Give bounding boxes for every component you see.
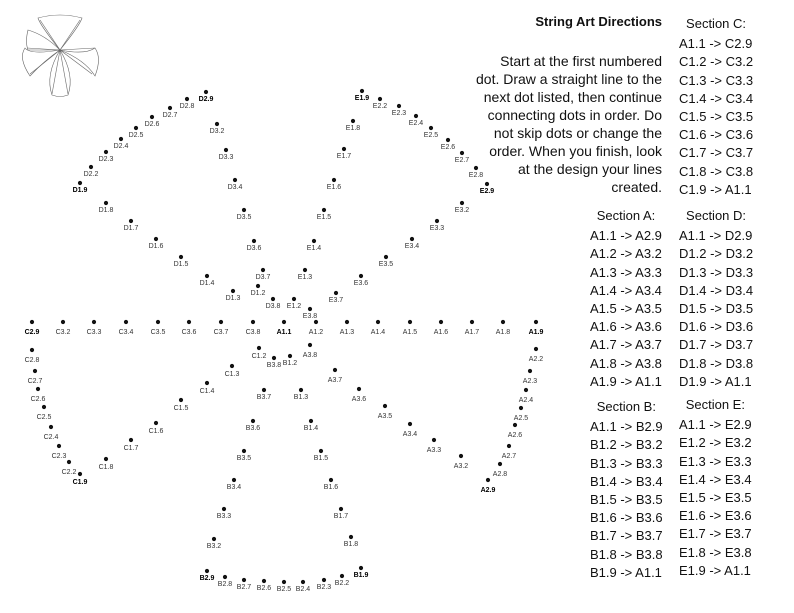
dot-label-c2-2: C2.2 (61, 469, 77, 476)
dot-label-e2-6: E2.6 (440, 144, 456, 151)
dot-a1-3 (345, 320, 349, 324)
dot-label-b2-4: B2.4 (295, 586, 311, 593)
dot-label-e3-8: E3.8 (302, 313, 318, 320)
section-a-step: A1.8 -> A3.8 (590, 355, 662, 371)
dot-e2-4 (414, 114, 418, 118)
dot-b3-3 (222, 507, 226, 511)
section-c-step: C1.8 -> C3.8 (679, 163, 754, 179)
dot-b2-2 (340, 574, 344, 578)
dot-d3-8 (271, 297, 275, 301)
dot-label-a1-3: A1.3 (339, 329, 355, 336)
dot-c2-4 (49, 425, 53, 429)
dot-label-d3-4: D3.4 (227, 184, 243, 191)
dot-label-b3-8: B3.8 (266, 362, 282, 369)
dot-b1-2 (288, 354, 292, 358)
dot-a2-3 (528, 369, 532, 373)
dot-c2-7 (33, 369, 37, 373)
dot-c2-9 (30, 320, 34, 324)
dot-a1-4 (376, 320, 380, 324)
dot-b1-6 (329, 478, 333, 482)
dot-label-d1-3: D1.3 (225, 295, 241, 302)
dot-label-b1-4: B1.4 (303, 425, 319, 432)
dot-c1-4 (205, 381, 209, 385)
dot-d3-7 (261, 268, 265, 272)
dot-label-a1-9: A1.9 (528, 329, 544, 336)
dot-label-e2-8: E2.8 (468, 172, 484, 179)
dot-label-c2-8: C2.8 (24, 357, 40, 364)
section-a-step: A1.4 -> A3.4 (590, 282, 662, 298)
dot-e1-2 (292, 297, 296, 301)
section-b-step: A1.1 -> B2.9 (590, 419, 663, 435)
instructions-text: Start at the first numbered dot. Draw a straight line to the next dot listed, then continue connecting dots in order. Do not skip dots or change the order. When you finish, look at the design your lines created. (476, 53, 662, 195)
section-a-title: Section A: (596, 208, 656, 223)
section-a-step: A1.5 -> A3.5 (590, 301, 662, 317)
dot-c3-8 (251, 320, 255, 324)
section-c-step: C1.4 -> C3.4 (679, 90, 754, 106)
dot-label-b2-7: B2.7 (236, 584, 252, 591)
dot-label-c2-3: C2.3 (51, 453, 67, 460)
dot-d2-6 (150, 115, 154, 119)
dot-e3-2 (460, 201, 464, 205)
dot-label-a1-5: A1.5 (402, 329, 418, 336)
dot-label-c2-5: C2.5 (36, 414, 52, 421)
dot-label-c3-8: C3.8 (245, 329, 261, 336)
section-b-step: B1.6 -> B3.6 (590, 510, 663, 526)
section-a-step: A1.6 -> A3.6 (590, 319, 662, 335)
section-c-step: C1.7 -> C3.7 (679, 145, 754, 161)
dot-label-a2-7: A2.7 (501, 453, 517, 460)
dot-label-c2-6: C2.6 (30, 396, 46, 403)
section-b-step: B1.9 -> A1.1 (590, 564, 662, 580)
dot-b2-5 (282, 580, 286, 584)
dot-label-b2-9: B2.9 (199, 575, 215, 582)
dot-label-d3-3: D3.3 (218, 154, 234, 161)
dot-label-e2-4: E2.4 (408, 120, 424, 127)
dot-label-d2-6: D2.6 (144, 121, 160, 128)
dot-c2-5 (42, 405, 46, 409)
dot-label-c1-6: C1.6 (148, 428, 164, 435)
dot-label-d2-8: D2.8 (179, 103, 195, 110)
dot-label-a2-8: A2.8 (492, 471, 508, 478)
dot-label-a3-4: A3.4 (402, 431, 418, 438)
section-c-title: Section C: (686, 16, 747, 31)
dot-label-a1-2: A1.2 (308, 329, 324, 336)
dot-label-a2-9: A2.9 (480, 487, 496, 494)
dot-label-b3-4: B3.4 (226, 484, 242, 491)
dot-label-a3-2: A3.2 (453, 463, 469, 470)
dot-label-e1-3: E1.3 (297, 274, 313, 281)
dot-d2-8 (185, 97, 189, 101)
dot-label-e3-5: E3.5 (378, 261, 394, 268)
dot-label-c3-4: C3.4 (118, 329, 134, 336)
dot-b3-2 (212, 537, 216, 541)
dot-c1-5 (179, 398, 183, 402)
dot-b2-8 (223, 575, 227, 579)
section-e-step: E1.4 -> E3.4 (679, 471, 752, 487)
dot-a2-8 (498, 462, 502, 466)
section-a-step: A1.2 -> A3.2 (590, 246, 662, 262)
section-e-step: E1.7 -> E3.7 (679, 526, 752, 542)
dot-label-c1-5: C1.5 (173, 405, 189, 412)
dot-label-b3-3: B3.3 (216, 513, 232, 520)
dot-d1-7 (129, 219, 133, 223)
section-e-step: E1.9 -> A1.1 (679, 562, 751, 578)
dot-label-b1-3: B1.3 (293, 394, 309, 401)
dot-d1-8 (104, 201, 108, 205)
dot-label-d2-4: D2.4 (113, 143, 129, 150)
dot-c1-3 (230, 364, 234, 368)
dot-e3-8 (308, 307, 312, 311)
dot-label-c3-7: C3.7 (213, 329, 229, 336)
section-a-step: A1.1 -> A2.9 (590, 228, 662, 244)
dot-d2-3 (104, 150, 108, 154)
section-d-step: D1.4 -> D3.4 (679, 282, 754, 298)
dot-e3-3 (435, 219, 439, 223)
section-b-step: B1.5 -> B3.5 (590, 492, 663, 508)
dot-label-b2-3: B2.3 (316, 584, 332, 591)
dot-label-a2-4: A2.4 (518, 397, 534, 404)
dot-label-d3-6: D3.6 (246, 245, 262, 252)
dot-label-b3-2: B3.2 (206, 543, 222, 550)
dot-label-e1-8: E1.8 (345, 125, 361, 132)
dot-label-b2-8: B2.8 (217, 581, 233, 588)
section-e-step: E1.2 -> E3.2 (679, 435, 752, 451)
dot-c3-2 (61, 320, 65, 324)
section-d-step: A1.1 -> D2.9 (679, 228, 753, 244)
dot-label-e1-9: E1.9 (354, 95, 370, 102)
dot-b1-5 (319, 449, 323, 453)
dot-label-c3-6: C3.6 (181, 329, 197, 336)
dot-b2-6 (262, 579, 266, 583)
dot-label-d1-7: D1.7 (123, 225, 139, 232)
dot-label-e2-7: E2.7 (454, 157, 470, 164)
dot-label-e3-2: E3.2 (454, 207, 470, 214)
section-e-step: E1.3 -> E3.3 (679, 453, 752, 469)
dot-e1-4 (312, 239, 316, 243)
dot-label-b1-8: B1.8 (343, 541, 359, 548)
dot-label-d3-7: D3.7 (255, 274, 271, 281)
dot-b3-6 (251, 419, 255, 423)
dot-label-a2-2: A2.2 (528, 356, 544, 363)
section-c-step: C1.9 -> A1.1 (679, 181, 752, 197)
section-e-step: E1.8 -> E3.8 (679, 544, 752, 560)
dot-a3-8 (308, 343, 312, 347)
dot-d3-3 (224, 148, 228, 152)
dot-a2-5 (519, 406, 523, 410)
section-d-step: D1.2 -> D3.2 (679, 246, 754, 262)
dot-b2-7 (242, 578, 246, 582)
section-d-step: D1.6 -> D3.6 (679, 319, 754, 335)
dot-label-d1-9: D1.9 (72, 187, 88, 194)
dot-c1-2 (257, 346, 261, 350)
dot-d1-4 (205, 274, 209, 278)
section-b-step: B1.3 -> B3.3 (590, 455, 663, 471)
dot-a1-8 (501, 320, 505, 324)
dot-a3-5 (383, 404, 387, 408)
dot-label-c2-4: C2.4 (43, 434, 59, 441)
dot-d2-7 (168, 106, 172, 110)
dot-label-b3-5: B3.5 (236, 455, 252, 462)
dot-e2-3 (397, 104, 401, 108)
dot-b2-9 (205, 569, 209, 573)
section-e-step: E1.5 -> E3.5 (679, 490, 752, 506)
dot-a3-2 (459, 454, 463, 458)
dot-a3-6 (357, 387, 361, 391)
dot-e3-7 (334, 291, 338, 295)
dot-a2-4 (524, 388, 528, 392)
dot-d1-3 (231, 289, 235, 293)
preview-thumbnail (22, 15, 98, 97)
dot-e1-6 (332, 178, 336, 182)
dot-e2-2 (378, 97, 382, 101)
section-c-step: C1.6 -> C3.6 (679, 127, 754, 143)
dot-c2-6 (36, 387, 40, 391)
dot-label-c1-4: C1.4 (199, 388, 215, 395)
section-d-title: Section D: (686, 208, 747, 223)
dot-label-b1-7: B1.7 (333, 513, 349, 520)
dot-label-d2-5: D2.5 (128, 132, 144, 139)
dot-label-a2-5: A2.5 (513, 415, 529, 422)
dot-c3-7 (219, 320, 223, 324)
dot-e2-7 (460, 151, 464, 155)
dot-a1-1 (282, 320, 286, 324)
dot-label-d1-8: D1.8 (98, 207, 114, 214)
section-b-step: B1.4 -> B3.4 (590, 473, 663, 489)
dot-label-c3-3: C3.3 (86, 329, 102, 336)
dot-a1-9 (534, 320, 538, 324)
dot-d2-2 (89, 165, 93, 169)
dot-e3-5 (384, 255, 388, 259)
section-d-step: D1.9 -> A1.1 (679, 373, 752, 389)
dot-a2-2 (534, 347, 538, 351)
dot-label-c2-7: C2.7 (27, 378, 43, 385)
dot-label-d2-3: D2.3 (98, 156, 114, 163)
section-c-step: C1.3 -> C3.3 (679, 72, 754, 88)
section-b-step: B1.8 -> B3.8 (590, 546, 663, 562)
section-a-list (590, 207, 662, 391)
dot-label-a2-6: A2.6 (507, 432, 523, 439)
page-title: String Art Directions (535, 14, 662, 29)
dot-label-c1-8: C1.8 (98, 464, 114, 471)
dot-b1-8 (349, 535, 353, 539)
dot-label-d1-2: D1.2 (250, 290, 266, 297)
dot-label-a1-4: A1.4 (370, 329, 386, 336)
dot-a3-4 (408, 422, 412, 426)
dot-label-c2-9: C2.9 (24, 329, 40, 336)
section-a-step: A1.3 -> A3.3 (590, 264, 662, 280)
dot-c2-8 (30, 348, 34, 352)
dot-a3-3 (432, 438, 436, 442)
section-d-list (679, 207, 753, 391)
dot-label-a1-7: A1.7 (464, 329, 480, 336)
dot-e1-9 (360, 89, 364, 93)
dot-label-b1-9: B1.9 (353, 572, 369, 579)
dot-label-b1-6: B1.6 (323, 484, 339, 491)
connect-the-dots-layer (25, 89, 544, 593)
dot-label-b3-6: B3.6 (245, 425, 261, 432)
dot-c1-6 (154, 421, 158, 425)
dot-label-c3-5: C3.5 (150, 329, 166, 336)
dot-label-e1-4: E1.4 (306, 245, 322, 252)
dot-a2-9 (486, 478, 490, 482)
dot-label-b1-2: B1.2 (282, 360, 298, 367)
dot-label-a2-3: A2.3 (522, 378, 538, 385)
dot-label-b2-5: B2.5 (276, 586, 292, 593)
dot-b1-9 (359, 566, 363, 570)
dot-e1-3 (303, 268, 307, 272)
dot-label-c3-2: C3.2 (55, 329, 71, 336)
section-a-step: A1.9 -> A1.1 (590, 373, 662, 389)
section-b-step: B1.2 -> B3.2 (590, 437, 663, 453)
dot-c3-5 (156, 320, 160, 324)
dot-label-c1-2: C1.2 (251, 353, 267, 360)
dot-label-e1-2: E1.2 (286, 303, 302, 310)
dot-b3-7 (262, 388, 266, 392)
dot-c1-8 (104, 457, 108, 461)
dot-label-a3-5: A3.5 (377, 413, 393, 420)
section-d-step: D1.8 -> D3.8 (679, 355, 754, 371)
dot-c1-7 (129, 438, 133, 442)
dot-b3-5 (242, 449, 246, 453)
dot-label-e3-6: E3.6 (353, 280, 369, 287)
dot-label-e3-3: E3.3 (429, 225, 445, 232)
dot-label-d2-2: D2.2 (83, 171, 99, 178)
section-b-list (590, 398, 663, 582)
dot-e2-5 (429, 126, 433, 130)
dot-b3-8 (272, 356, 276, 360)
section-b-title: Section B: (596, 399, 656, 414)
section-e-title: Section E: (685, 397, 745, 412)
dot-label-b2-2: B2.2 (334, 580, 350, 587)
dot-label-a1-6: A1.6 (433, 329, 449, 336)
dot-d3-2 (215, 122, 219, 126)
dot-label-d3-8: D3.8 (265, 303, 281, 310)
dot-d2-9 (204, 90, 208, 94)
dot-a3-7 (333, 368, 337, 372)
section-d-step: D1.7 -> D3.7 (679, 337, 754, 353)
dot-label-b2-6: B2.6 (256, 585, 272, 592)
dot-b2-3 (322, 578, 326, 582)
dot-label-e2-2: E2.2 (372, 103, 388, 110)
dot-a2-6 (513, 423, 517, 427)
dot-a1-5 (408, 320, 412, 324)
dot-d3-5 (242, 208, 246, 212)
dot-label-d2-9: D2.9 (198, 96, 214, 103)
dot-b1-7 (339, 507, 343, 511)
dot-a1-6 (439, 320, 443, 324)
dot-b1-4 (309, 419, 313, 423)
dot-d1-2 (256, 284, 260, 288)
dot-label-d1-6: D1.6 (148, 243, 164, 250)
dot-label-a1-1: A1.1 (276, 329, 292, 336)
dot-b2-4 (301, 580, 305, 584)
dot-d3-6 (252, 239, 256, 243)
section-e-step: A1.1 -> E2.9 (679, 417, 752, 433)
section-d-step: D1.3 -> D3.3 (679, 264, 754, 280)
dot-label-b3-7: B3.7 (256, 394, 272, 401)
dot-d3-4 (233, 178, 237, 182)
section-a-step: A1.7 -> A3.7 (590, 337, 662, 353)
dot-c2-2 (67, 460, 71, 464)
dot-c1-9 (78, 472, 82, 476)
section-b-step: B1.7 -> B3.7 (590, 528, 663, 544)
dot-label-c1-3: C1.3 (224, 371, 240, 378)
dot-label-a1-8: A1.8 (495, 329, 511, 336)
section-c-step: A1.1 -> C2.9 (679, 36, 753, 52)
section-e-list (679, 396, 752, 580)
dot-e1-8 (351, 119, 355, 123)
section-e-step: E1.6 -> E3.6 (679, 508, 752, 524)
dot-label-e2-5: E2.5 (423, 132, 439, 139)
dot-label-b1-5: B1.5 (313, 455, 329, 462)
dot-d1-6 (154, 237, 158, 241)
dot-b1-3 (299, 388, 303, 392)
dot-a1-7 (470, 320, 474, 324)
dot-label-e2-9: E2.9 (479, 188, 495, 195)
dot-d1-5 (179, 255, 183, 259)
dot-c3-4 (124, 320, 128, 324)
dot-label-e1-7: E1.7 (336, 153, 352, 160)
dot-c3-6 (187, 320, 191, 324)
dot-label-a3-8: A3.8 (302, 352, 318, 359)
dot-c2-3 (57, 444, 61, 448)
section-c-step: C1.5 -> C3.5 (679, 109, 754, 125)
section-c-list (679, 15, 753, 199)
dot-e3-6 (359, 274, 363, 278)
dot-e1-5 (322, 208, 326, 212)
dot-label-d1-4: D1.4 (199, 280, 215, 287)
dot-label-d3-2: D3.2 (209, 128, 225, 135)
dot-d2-4 (119, 137, 123, 141)
dot-label-d1-5: D1.5 (173, 261, 189, 268)
dot-e3-4 (410, 237, 414, 241)
dot-label-c1-9: C1.9 (72, 479, 88, 486)
section-d-step: D1.5 -> D3.5 (679, 301, 754, 317)
dot-a1-2 (314, 320, 318, 324)
dot-label-e3-4: E3.4 (404, 243, 420, 250)
dot-e2-6 (446, 138, 450, 142)
dot-label-e2-3: E2.3 (391, 110, 407, 117)
dot-d2-5 (134, 126, 138, 130)
dot-label-e1-5: E1.5 (316, 214, 332, 221)
dot-e1-7 (342, 147, 346, 151)
dot-label-a3-3: A3.3 (426, 447, 442, 454)
dot-label-d2-7: D2.7 (162, 112, 178, 119)
dot-label-e3-7: E3.7 (328, 297, 344, 304)
dot-c3-3 (92, 320, 96, 324)
dot-label-d3-5: D3.5 (236, 214, 252, 221)
dot-label-e1-6: E1.6 (326, 184, 342, 191)
section-c-step: C1.2 -> C3.2 (679, 54, 754, 70)
dot-b3-4 (232, 478, 236, 482)
dot-label-c1-7: C1.7 (123, 445, 139, 452)
dot-label-a3-6: A3.6 (351, 396, 367, 403)
dot-label-a3-7: A3.7 (327, 377, 343, 384)
dot-a2-7 (507, 444, 511, 448)
dot-d1-9 (78, 181, 82, 185)
